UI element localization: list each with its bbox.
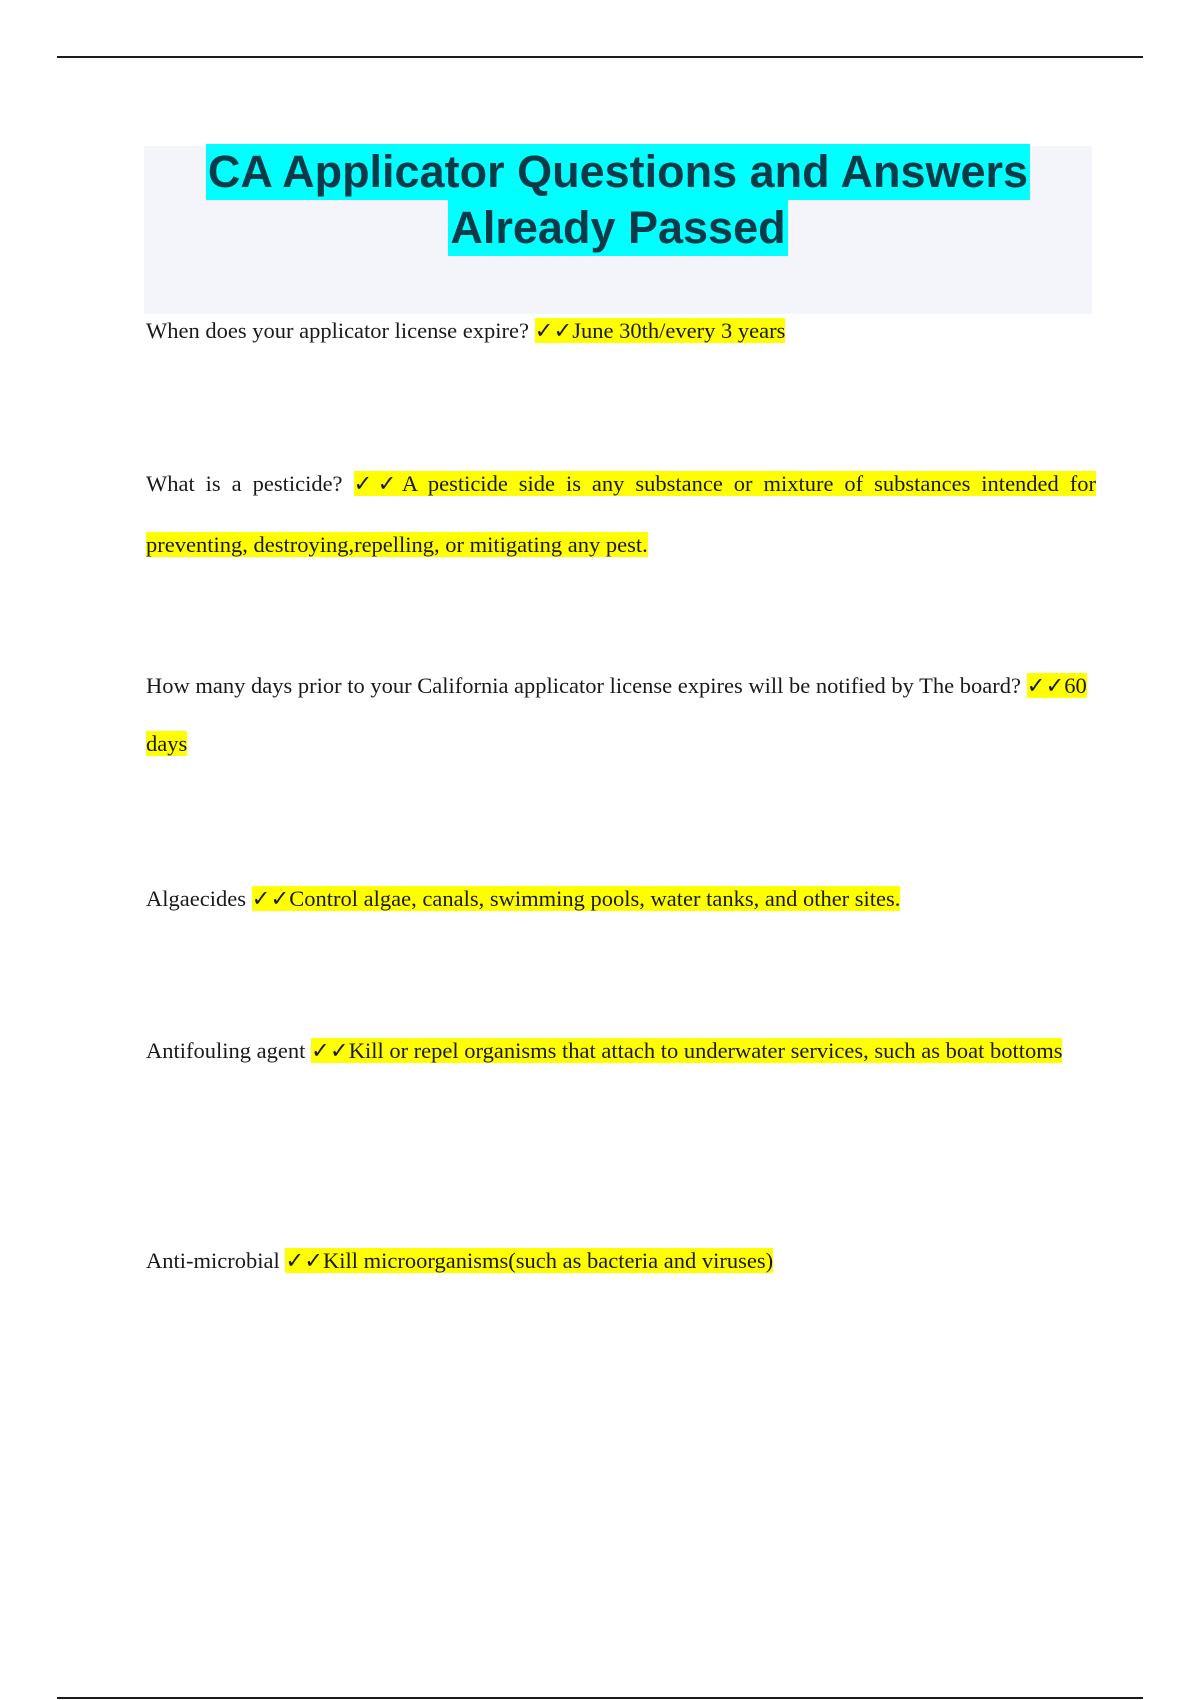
answer-text: ✓✓Control algae, canals, swimming pools, water tanks, and other sites. — [251, 886, 901, 911]
qa-item-pesticide — [146, 453, 1096, 575]
question-text: What is a pesticide? — [146, 471, 354, 496]
qa-item-antimicrobial — [146, 1230, 1096, 1291]
document-title — [144, 144, 1092, 256]
answer-text: ✓✓June 30th/every 3 years — [534, 318, 786, 343]
qa-item-algaecides — [146, 868, 1096, 929]
question-text: Antifouling agent — [146, 1038, 311, 1063]
question-text: When does your applicator license expire? — [146, 318, 535, 343]
question-text: Anti-microbial — [146, 1248, 286, 1273]
top-rule — [57, 56, 1143, 58]
question-text: How many days prior to your California applicator license expires will be notified by The board? — [146, 673, 1027, 698]
answer-text: ✓✓60 days — [146, 673, 1087, 756]
bottom-rule — [57, 1697, 1143, 1699]
question-text: Algaecides — [146, 886, 252, 911]
title-line-2: Already Passed — [448, 200, 787, 256]
answer-text: ✓✓Kill microorganisms(such as bacteria and viruses) — [285, 1248, 774, 1273]
title-line-1: CA Applicator Questions and Answers — [206, 144, 1030, 200]
answer-text: ✓✓Kill or repel organisms that attach to underwater services, such as boat bottoms — [310, 1038, 1063, 1063]
answer-text: ✓✓A pesticide side is any substance or mixture of substances intended for preventing, destroying,repelling, or mitigating any pest. — [146, 471, 1096, 557]
qa-item-license-expire — [146, 300, 1096, 361]
qa-item-notification-days — [146, 657, 1096, 773]
qa-item-antifouling — [146, 1020, 1096, 1081]
